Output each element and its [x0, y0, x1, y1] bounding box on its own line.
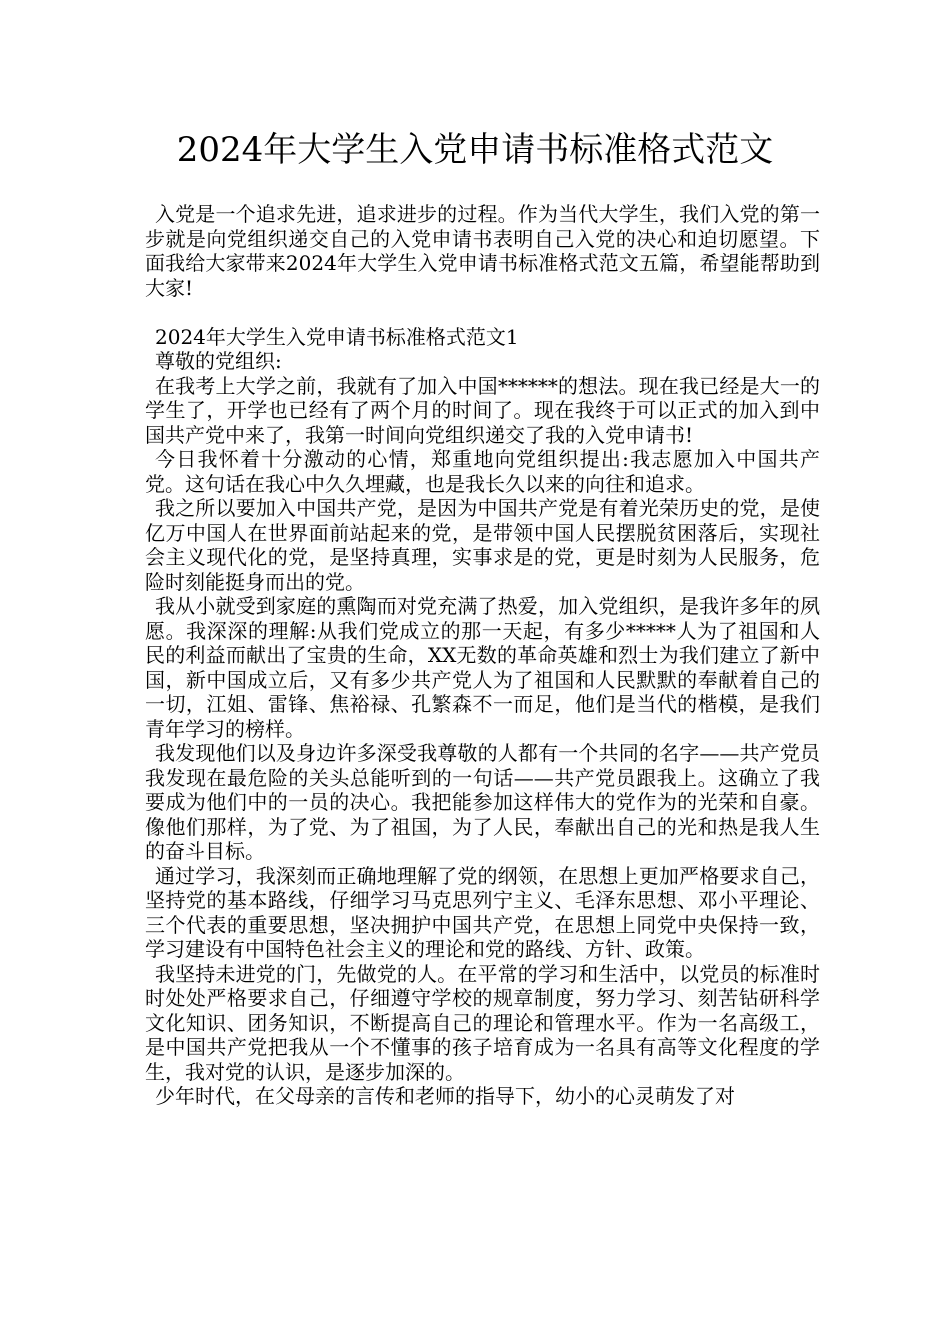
body-paragraph-1: 在我考上大学之前，我就有了加入中国******的想法。现在我已经是大一的学生了，开学也已经有了两个月的时间了。现在我终于可以正式的加入到中国共产党中来了，我第一时间向党组织递交了我的入党申请书!: [145, 373, 820, 447]
body-paragraph-6: 通过学习，我深刻而正确地理解了党的纲领，在思想上更加严格要求自己，坚持党的基本路线，仔细学习马克思列宁主义、毛泽东思想、邓小平理论、三个代表的重要思想，坚决拥护中国共产党，在思想上同党中央保持一致，学习建设有中国特色社会主义的理论和党的路线、方针、政策。: [145, 863, 820, 961]
body-paragraph-2: 今日我怀着十分激动的心情，郑重地向党组织提出:我志愿加入中国共产党。这句话在我心中久久埋藏，也是我长久以来的向往和追求。: [145, 447, 820, 496]
body-paragraph-7: 我坚持未进党的门，先做党的人。在平常的学习和生活中，以党员的标准时时处处严格要求自己，仔细遵守学校的规章制度，努力学习、刻苦钻研科学文化知识、团务知识，不断提高自己的理论和管理水平。作为一名高级工，是中国共产党把我从一个不懂事的孩子培育成为一名具有高等文化程度的学生，我对党的认识，是逐步加深的。: [145, 961, 820, 1084]
body-paragraph-4: 我从小就受到家庭的熏陶而对党充满了热爱，加入党组织，是我许多年的夙愿。我深深的理解:从我们党成立的那一天起，有多少*****人为了祖国和人民的利益而献出了宝贵的生命，XX无数的革命英雄和烈士为我们建立了新中国，新中国成立后，又有多少共产党人为了祖国和人民默默的奉献着自己的一切，江姐、雷锋、焦裕禄、孔繁森不一而足，他们是当代的楷模，是我们青年学习的榜样。: [145, 594, 820, 741]
salutation: 尊敬的党组织:: [155, 349, 282, 373]
body-paragraph-5: 我发现他们以及身边许多深受我尊敬的人都有一个共同的名字——共产党员我发现在最危险的关头总能听到的一句话——共产党员跟我上。这确立了我要成为他们中的一员的决心。我把能参加这样伟大的党作为的光荣和自豪。像他们那样，为了党、为了祖国，为了人民，奉献出自己的光和热是我人生的奋斗目标。: [145, 741, 820, 863]
section-heading: 2024年大学生入党申请书标准格式范文1: [155, 324, 519, 349]
body-paragraph-3: 我之所以要加入中国共产党，是因为中国共产党是有着光荣历史的党，是使亿万中国人在世界面前站起来的党，是带领中国人民摆脱贫困落后，实现社会主义现代化的党，是坚持真理，实事求是的党，更是时刻为人民服务，危险时刻能挺身而出的党。: [145, 496, 820, 594]
intro-paragraph: 入党是一个追求先进，追求进步的过程。作为当代大学生，我们入党的第一步就是向党组织递交自己的入党申请书表明自己入党的决心和迫切愿望。下面我给大家带来2024年大学生入党申请书标准格式范文五篇，希望能帮助到大家!: [145, 202, 820, 300]
paragraph-spacer: [145, 300, 820, 325]
body-paragraph-8: 少年时代，在父母亲的言传和老师的指导下，幼小的心灵萌发了对: [155, 1084, 735, 1108]
document-body: [145, 202, 820, 1109]
document-title: 2024年大学生入党申请书标准格式范文: [176, 130, 774, 170]
